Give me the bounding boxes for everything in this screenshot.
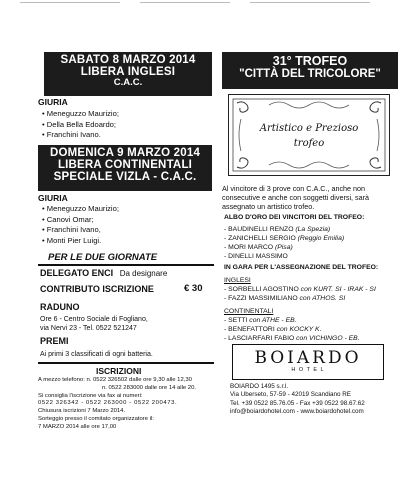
giuria-2-title: GIURIA bbox=[38, 193, 68, 203]
iscrizioni-line: Chiusura iscrizioni 7 Marzo 2014. bbox=[38, 408, 126, 415]
premi-text: Ai primi 3 classificati di ogni batteria. bbox=[40, 351, 153, 358]
saturday-category: LIBERA INGLESI bbox=[80, 66, 176, 79]
gara-title: IN GARA PER L'ASSEGNAZIONE DEL TROFEO: bbox=[224, 264, 379, 271]
contributo-label: CONTRIBUTO ISCRIZIONE bbox=[40, 284, 154, 294]
gara-list bbox=[224, 276, 376, 343]
contributo-value: € 30 bbox=[184, 283, 203, 294]
iscrizioni-line: 7 MARZO 2014 alle ore 17,00 bbox=[38, 423, 117, 430]
list-item: - MORI MARCO (Pisa) bbox=[224, 244, 293, 251]
trofeo-subtitle: "CITTÀ DEL TRICOLORE" bbox=[239, 68, 381, 81]
trofeo-banner bbox=[222, 52, 398, 89]
trofeo-title: 31° TROFEO bbox=[272, 54, 348, 68]
boiardo-line: BOIARDO 1495 s.r.l. bbox=[230, 383, 289, 390]
ornament-flourish-icon bbox=[229, 95, 389, 175]
list-item: • Franchini Ivano. bbox=[42, 130, 119, 141]
premi-title: PREMI bbox=[40, 336, 69, 346]
list-item: - BENEFATTORI con KOCKY K. bbox=[224, 326, 322, 333]
sunday-category: LIBERA CONTINENTALI bbox=[57, 159, 193, 172]
list-item: • Della Bella Edoardo; bbox=[42, 120, 119, 131]
list-item: - SORBELLI AGOSTINO con KURT. SI - IRAK - SI bbox=[224, 286, 376, 293]
saturday-cac: C.A.C. bbox=[113, 77, 143, 89]
inglesi-label: INGLESI bbox=[224, 277, 251, 284]
list-item: • Monti Pier Luigi. bbox=[42, 236, 119, 247]
top-edge-lines bbox=[0, 0, 404, 8]
list-item: • Meneguzzo Maurizio; bbox=[42, 204, 119, 215]
continentali-label: CONTINENTALI bbox=[224, 308, 274, 315]
boiardo-name: BOIARDO bbox=[254, 348, 362, 368]
saturday-banner bbox=[44, 52, 212, 96]
iscrizioni-line: Sorteggio presso il comitato organizzatore il: bbox=[38, 415, 154, 422]
albo-list bbox=[224, 225, 344, 261]
raduno-line-1: Ore 6 - Centro Sociale di Fogliano, bbox=[40, 316, 148, 323]
trofeo-intro: Al vincitore di 3 prove con C.A.C., anche non consecutive e anche con soggetti diversi, sarà assegnato un artistico trofeo. bbox=[222, 184, 370, 211]
due-giornate-heading: PER LE DUE GIORNATE bbox=[48, 252, 158, 263]
iscrizioni-rule bbox=[38, 362, 214, 364]
boiardo-logo-box bbox=[232, 344, 384, 380]
giuria-1-list bbox=[42, 109, 119, 141]
boiardo-line: Tel. +39 0522 85.76.05 - Fax +39 0522 98.67.62 bbox=[230, 399, 365, 407]
list-item: - LASCIARFARI FABIO con VICHINGO - EB. bbox=[224, 335, 360, 342]
list-item: - SETTI con ATHE - EB. bbox=[224, 317, 297, 324]
ornate-text-1: Artistico e Prezioso bbox=[259, 123, 359, 134]
list-item: - BAUDINELLI RENZO (La Spezia) bbox=[224, 226, 331, 233]
giuria-1-title: GIURIA bbox=[38, 97, 68, 107]
sunday-date: DOMENICA 9 MARZO 2014 bbox=[49, 147, 201, 159]
iscrizioni-line: A mezzo telefono: n. 0522 326502 dalle ore 9,30 alle 12,30 bbox=[38, 377, 192, 383]
iscrizioni-block bbox=[38, 377, 214, 432]
boiardo-line: info@boiardohotel.com - www.boiardohotel.com bbox=[230, 408, 364, 416]
list-item: • Franchini Ivano, bbox=[42, 225, 119, 236]
iscrizioni-line: 0522 326342 - 0522 263000 - 0522 200473. bbox=[38, 400, 178, 407]
list-item: - FAZZI MASSIMILIANO con ATHOS. SI bbox=[224, 295, 346, 302]
sunday-banner bbox=[38, 145, 212, 191]
iscrizioni-line: n. 0522 283000 dalle ore 14 alle 20. bbox=[102, 384, 197, 391]
delegato-value: Da designare bbox=[119, 269, 168, 278]
list-item: • Meneguzzo Maurizio; bbox=[42, 109, 119, 120]
boiardo-line: Via Uberseto, 57-59 - 42019 Scandiano RE bbox=[230, 391, 352, 399]
ornate-frame bbox=[228, 94, 390, 176]
raduno-line-2: via Nervi 23 - Tel. 0522 521247 bbox=[40, 325, 137, 332]
saturday-date: SABATO 8 MARZO 2014 bbox=[60, 54, 196, 66]
albo-title: ALBO D'ORO DEI VINCITORI DEL TROFEO: bbox=[224, 214, 365, 221]
delegato-label: DELEGATO ENCI bbox=[40, 268, 114, 278]
iscrizioni-title: ISCRIZIONI bbox=[96, 366, 142, 376]
iscrizioni-line: Si consiglia l'iscrizione via fax ai numeri: bbox=[38, 392, 143, 399]
due-giornate-rule bbox=[38, 264, 214, 266]
delegato-row bbox=[40, 268, 167, 278]
boiardo-sub: H O T E L bbox=[291, 367, 325, 373]
list-item: • Canovi Omar; bbox=[42, 215, 119, 226]
ornate-text-2: trofeo bbox=[293, 138, 325, 149]
list-item: - DINELLI MASSIMO bbox=[224, 253, 288, 260]
list-item: - ZANICHELLI SERGIO (Reggio Emilia) bbox=[224, 235, 345, 242]
boiardo-contacts bbox=[230, 383, 402, 417]
sunday-special: SPECIALE VIZLA - C.A.C. bbox=[53, 171, 197, 184]
raduno-title: RADUNO bbox=[40, 302, 80, 312]
giuria-2-list bbox=[42, 204, 119, 246]
